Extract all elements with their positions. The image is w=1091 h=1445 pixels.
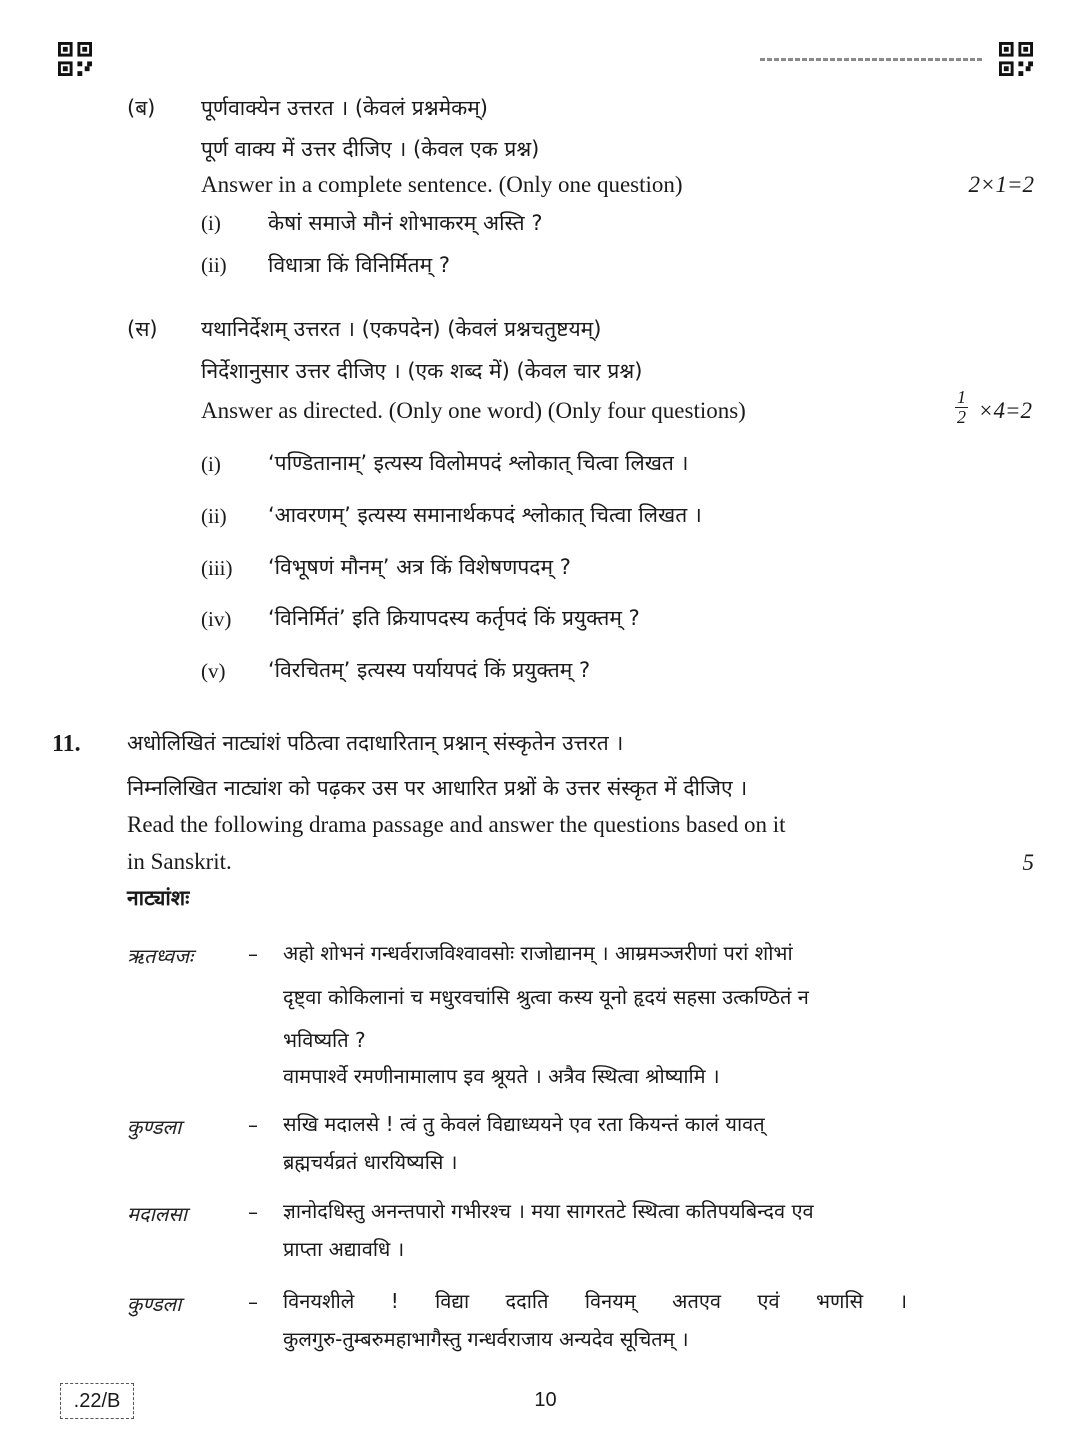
question-item: ‘विनिर्मितं’ इति क्रियापदस्य कर्तृपदं किं प्रयुक्तम् ?: [268, 606, 640, 630]
q11-instruction-sanskrit: अधोलिखितं नाट्यांशं पठित्वा तदाधारितान् प्रश्नान् संस्कृतेन उत्तरत ।: [127, 731, 624, 755]
question-item: विधात्रा किं विनिर्मितम् ?: [268, 253, 450, 277]
q11-marks: 5: [1022, 850, 1034, 875]
dialogue-line: दृष्ट्वा कोकिलानां च मधुरवचांसि श्रुत्वा कस्य यूनो हृदयं सहसा उत्कण्ठितं न: [283, 985, 809, 1009]
qr-code-icon: [999, 42, 1033, 76]
page-number: 10: [534, 1389, 557, 1411]
speaker-name: कुण्डला: [127, 1292, 182, 1316]
dialogue-line: विनयशीले ! विद्या ददाति विनयम् अतएव एवं भणसि ।: [283, 1289, 908, 1313]
part-c-instruction-sanskrit: यथानिर्देशम् उत्तरत । (एकपदेन) (केवलं प्रश्नचतुष्टयम्): [201, 317, 602, 341]
item-number: (ii): [201, 504, 227, 528]
dialogue-line: ब्रह्मचर्यव्रतं धारयिष्यसि ।: [283, 1150, 458, 1174]
dialogue-line: सखि मदालसे ! त्वं तु केवलं विद्याध्ययने एव रता कियन्तं कालं यावत्: [283, 1112, 765, 1136]
dialogue-line: वामपार्श्वे रमणीनामालाप इव श्रूयते । अत्रैव स्थित्वा श्रोष्यामि ।: [283, 1064, 720, 1088]
passage-heading: नाट्यांशः: [127, 886, 190, 910]
q11-instruction-english-cont: in Sanskrit.: [127, 849, 232, 874]
question-item: केषां समाजे मौनं शोभाकरम् अस्ति ?: [268, 211, 543, 235]
question-item: ‘पण्डितानाम्’ इत्यस्य विलोमपदं श्लोकात् चित्वा लिखत ।: [268, 451, 689, 475]
fraction-numerator: 1: [957, 387, 966, 407]
question-number: 11.: [52, 731, 81, 757]
part-b-marks: 2×1=2: [968, 172, 1034, 197]
question-item: ‘आवरणम्’ इत्यस्य समानार्थकपदं श्लोकात् चित्वा लिखत ।: [268, 503, 702, 527]
question-item: ‘विभूषणं मौनम्’ अत्र किं विशेषणपदम् ?: [268, 555, 571, 579]
header-band: [760, 58, 982, 61]
item-number: (i): [201, 211, 221, 235]
dialogue-line: कुलगुरु-तुम्बरुमहाभागैस्तु गन्धर्वराजाय अन्यदेव सूचितम् ।: [283, 1327, 689, 1351]
q11-instruction-hindi: निम्नलिखित नाट्यांश को पढ़कर उस पर आधारित प्रश्नों के उत्तर संस्कृत में दीजिए ।: [127, 776, 748, 800]
fraction-denominator: 2: [957, 407, 966, 427]
part-c-marks: ×4=2: [978, 398, 1033, 423]
speaker-name: कुण्डला: [127, 1115, 182, 1139]
part-c-marks-fraction: [955, 388, 968, 427]
part-b-label: (ब): [127, 96, 156, 120]
speaker-dash: –: [248, 942, 258, 966]
item-number: (i): [201, 452, 221, 476]
dialogue-line: ज्ञानोदधिस्तु अनन्तपारो गभीरश्च । मया सागरतटे स्थित्वा कतिपयबिन्दव एव: [283, 1199, 814, 1223]
item-number: (ii): [201, 253, 227, 277]
part-c-label: (स): [127, 317, 158, 341]
part-c-instruction-english: Answer as directed. (Only one word) (Only four questions): [201, 398, 746, 423]
q11-instruction-english: Read the following drama passage and answer the questions based on it: [127, 812, 786, 837]
speaker-dash: –: [248, 1113, 258, 1137]
speaker-dash: –: [248, 1200, 258, 1224]
item-number: (iv): [201, 607, 232, 631]
paper-code: .22/B: [60, 1383, 134, 1419]
item-number: (v): [201, 659, 226, 683]
dialogue-line: अहो शोभनं गन्धर्वराजविश्वावसोः राजोद्यानम् । आम्रमञ्जरीणां परां शोभां: [283, 941, 793, 965]
speaker-name: मदालसा: [127, 1202, 188, 1226]
qr-code-icon: [58, 42, 92, 76]
item-number: (iii): [201, 556, 233, 580]
part-c-instruction-hindi: निर्देशानुसार उत्तर दीजिए । (एक शब्द में) (केवल चार प्रश्न): [201, 359, 643, 383]
part-b-instruction-sanskrit: पूर्णवाक्येन उत्तरत । (केवलं प्रश्नमेकम्): [201, 96, 489, 120]
dialogue-line: प्राप्ता अद्यावधि ।: [283, 1237, 405, 1261]
question-item: ‘विरचितम्’ इत्यस्य पर्यायपदं किं प्रयुक्तम् ?: [268, 658, 591, 682]
part-b-instruction-hindi: पूर्ण वाक्य में उत्तर दीजिए । (केवल एक प्रश्न): [201, 137, 540, 161]
part-b-instruction-english: Answer in a complete sentence. (Only one question): [201, 172, 683, 197]
speaker-name: ऋतध्वजः: [127, 944, 193, 968]
dialogue-line: भविष्यति ?: [283, 1028, 366, 1052]
speaker-dash: –: [248, 1290, 258, 1314]
